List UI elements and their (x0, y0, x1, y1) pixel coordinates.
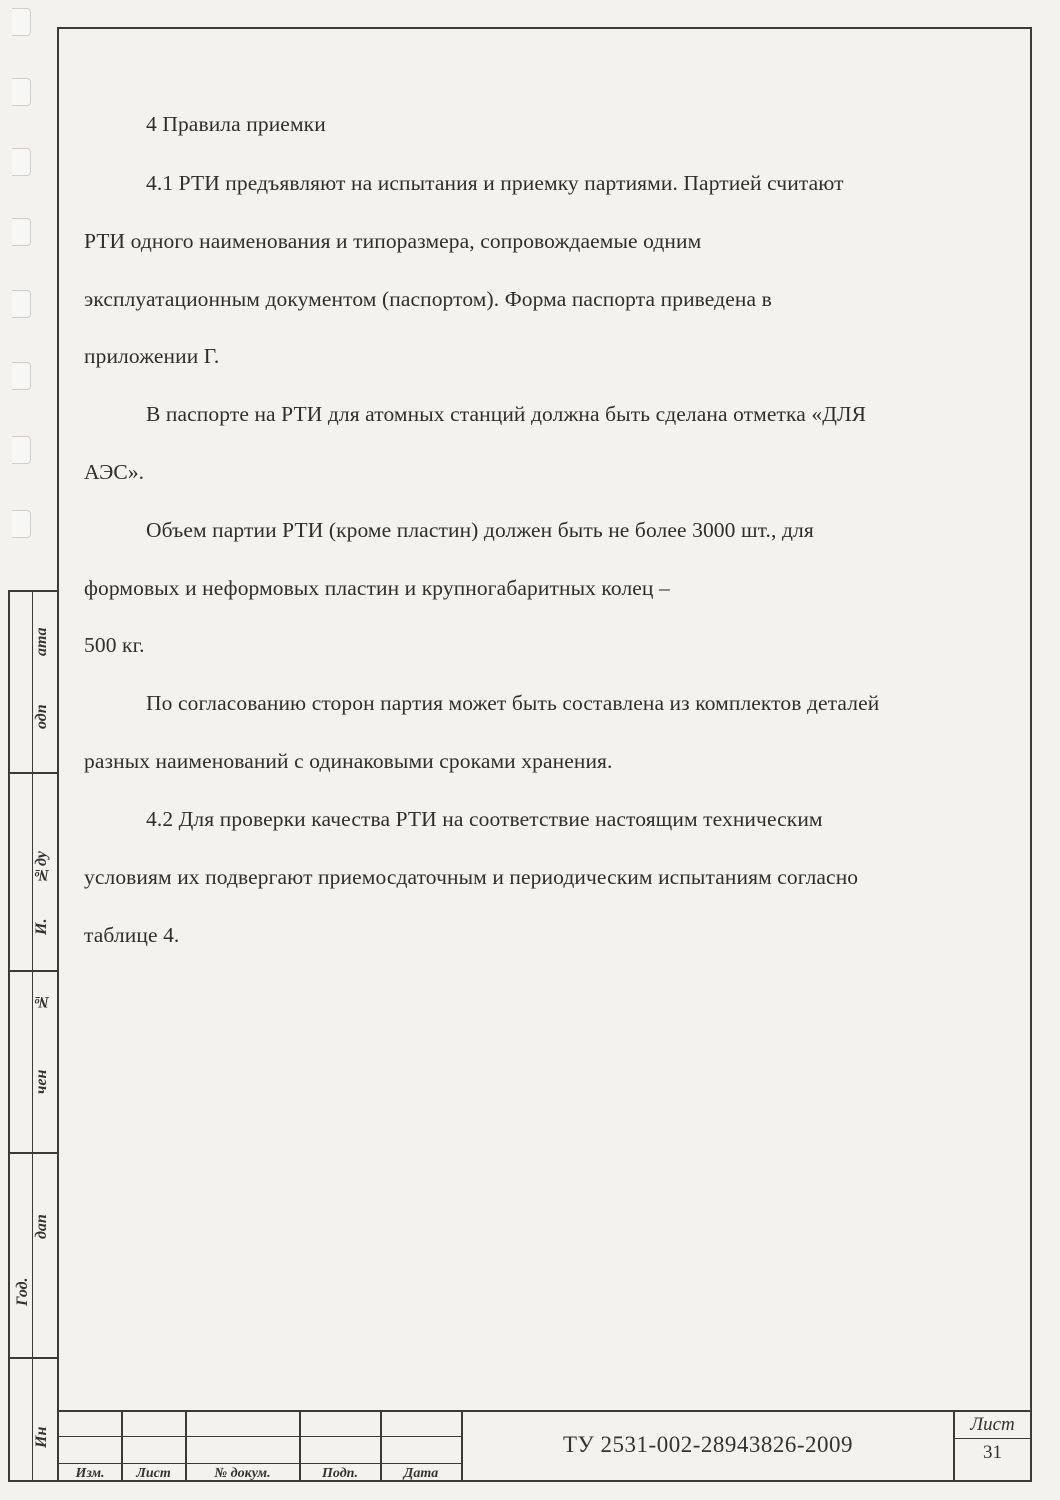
paragraph-line: 4.1 РТИ предъявляют на испытания и приемку партиями. Партией считают (146, 171, 844, 195)
strip-label-podpis: дап (33, 1214, 50, 1240)
paragraph-line: формовых и неформовых пластин и крупногабаритных колец – (84, 576, 670, 600)
left-stamp-strip (8, 590, 59, 1482)
sheet-number: 31 (983, 1442, 1002, 1463)
paragraph-line: РТИ одного наименования и типоразмера, сопровождаемые одним (84, 229, 702, 253)
strip-label-podp: одп (33, 704, 50, 730)
strip-label-data: ата (33, 627, 50, 657)
title-block-col-data: Дата (403, 1466, 439, 1481)
paragraph-line: эксплуатационным документом (паспортом). Форма паспорта приведена в (84, 287, 772, 311)
title-block-col-izm: Изм. (75, 1466, 105, 1481)
title-block (59, 1410, 1030, 1480)
paragraph-line: разных наименований с одинаковыми сроками хранения. (84, 749, 613, 773)
strip-label-inv-bottom: Ин (33, 1426, 50, 1448)
paragraph-line: таблице 4. (84, 923, 180, 947)
paragraph-line: В паспорте на РТИ для атомных станций должна быть сделана отметка «ДЛЯ (146, 402, 867, 426)
paragraph-line: По согласованию сторон партия может быть составлена из комплектов деталей (146, 691, 880, 715)
strip-label-zamen: чен (33, 1069, 50, 1095)
strip-label-num: № (33, 993, 50, 1011)
section-heading: 4 Правила приемки (146, 112, 326, 136)
sheet-caption: Лист (970, 1414, 1015, 1435)
strip-label-inv: И. (33, 918, 50, 936)
paragraph-line: приложении Г. (84, 344, 220, 368)
title-block-col-doc: № докум. (214, 1466, 271, 1481)
paragraph-line: 4.2 Для проверки качества РТИ на соответствие настоящим техническим (146, 807, 823, 831)
title-block-col-podp: Подп. (322, 1466, 358, 1481)
paragraph-line: условиям их подвергают приемосдаточным и периодическим испытаниям согласно (84, 865, 859, 889)
paragraph-line: АЭС». (84, 460, 145, 484)
document-code: ТУ 2531-002-28943826-2009 (562, 1432, 854, 1457)
title-block-col-list: Лист (136, 1466, 171, 1481)
paragraph-line: Объем партии РТИ (кроме пластин) должен быть не более 3000 шт., для (146, 518, 814, 542)
strip-label-dubl: №ду (33, 851, 50, 883)
strip-label-god: Год. (14, 1277, 31, 1307)
paragraph-line: 500 кг. (84, 633, 145, 657)
